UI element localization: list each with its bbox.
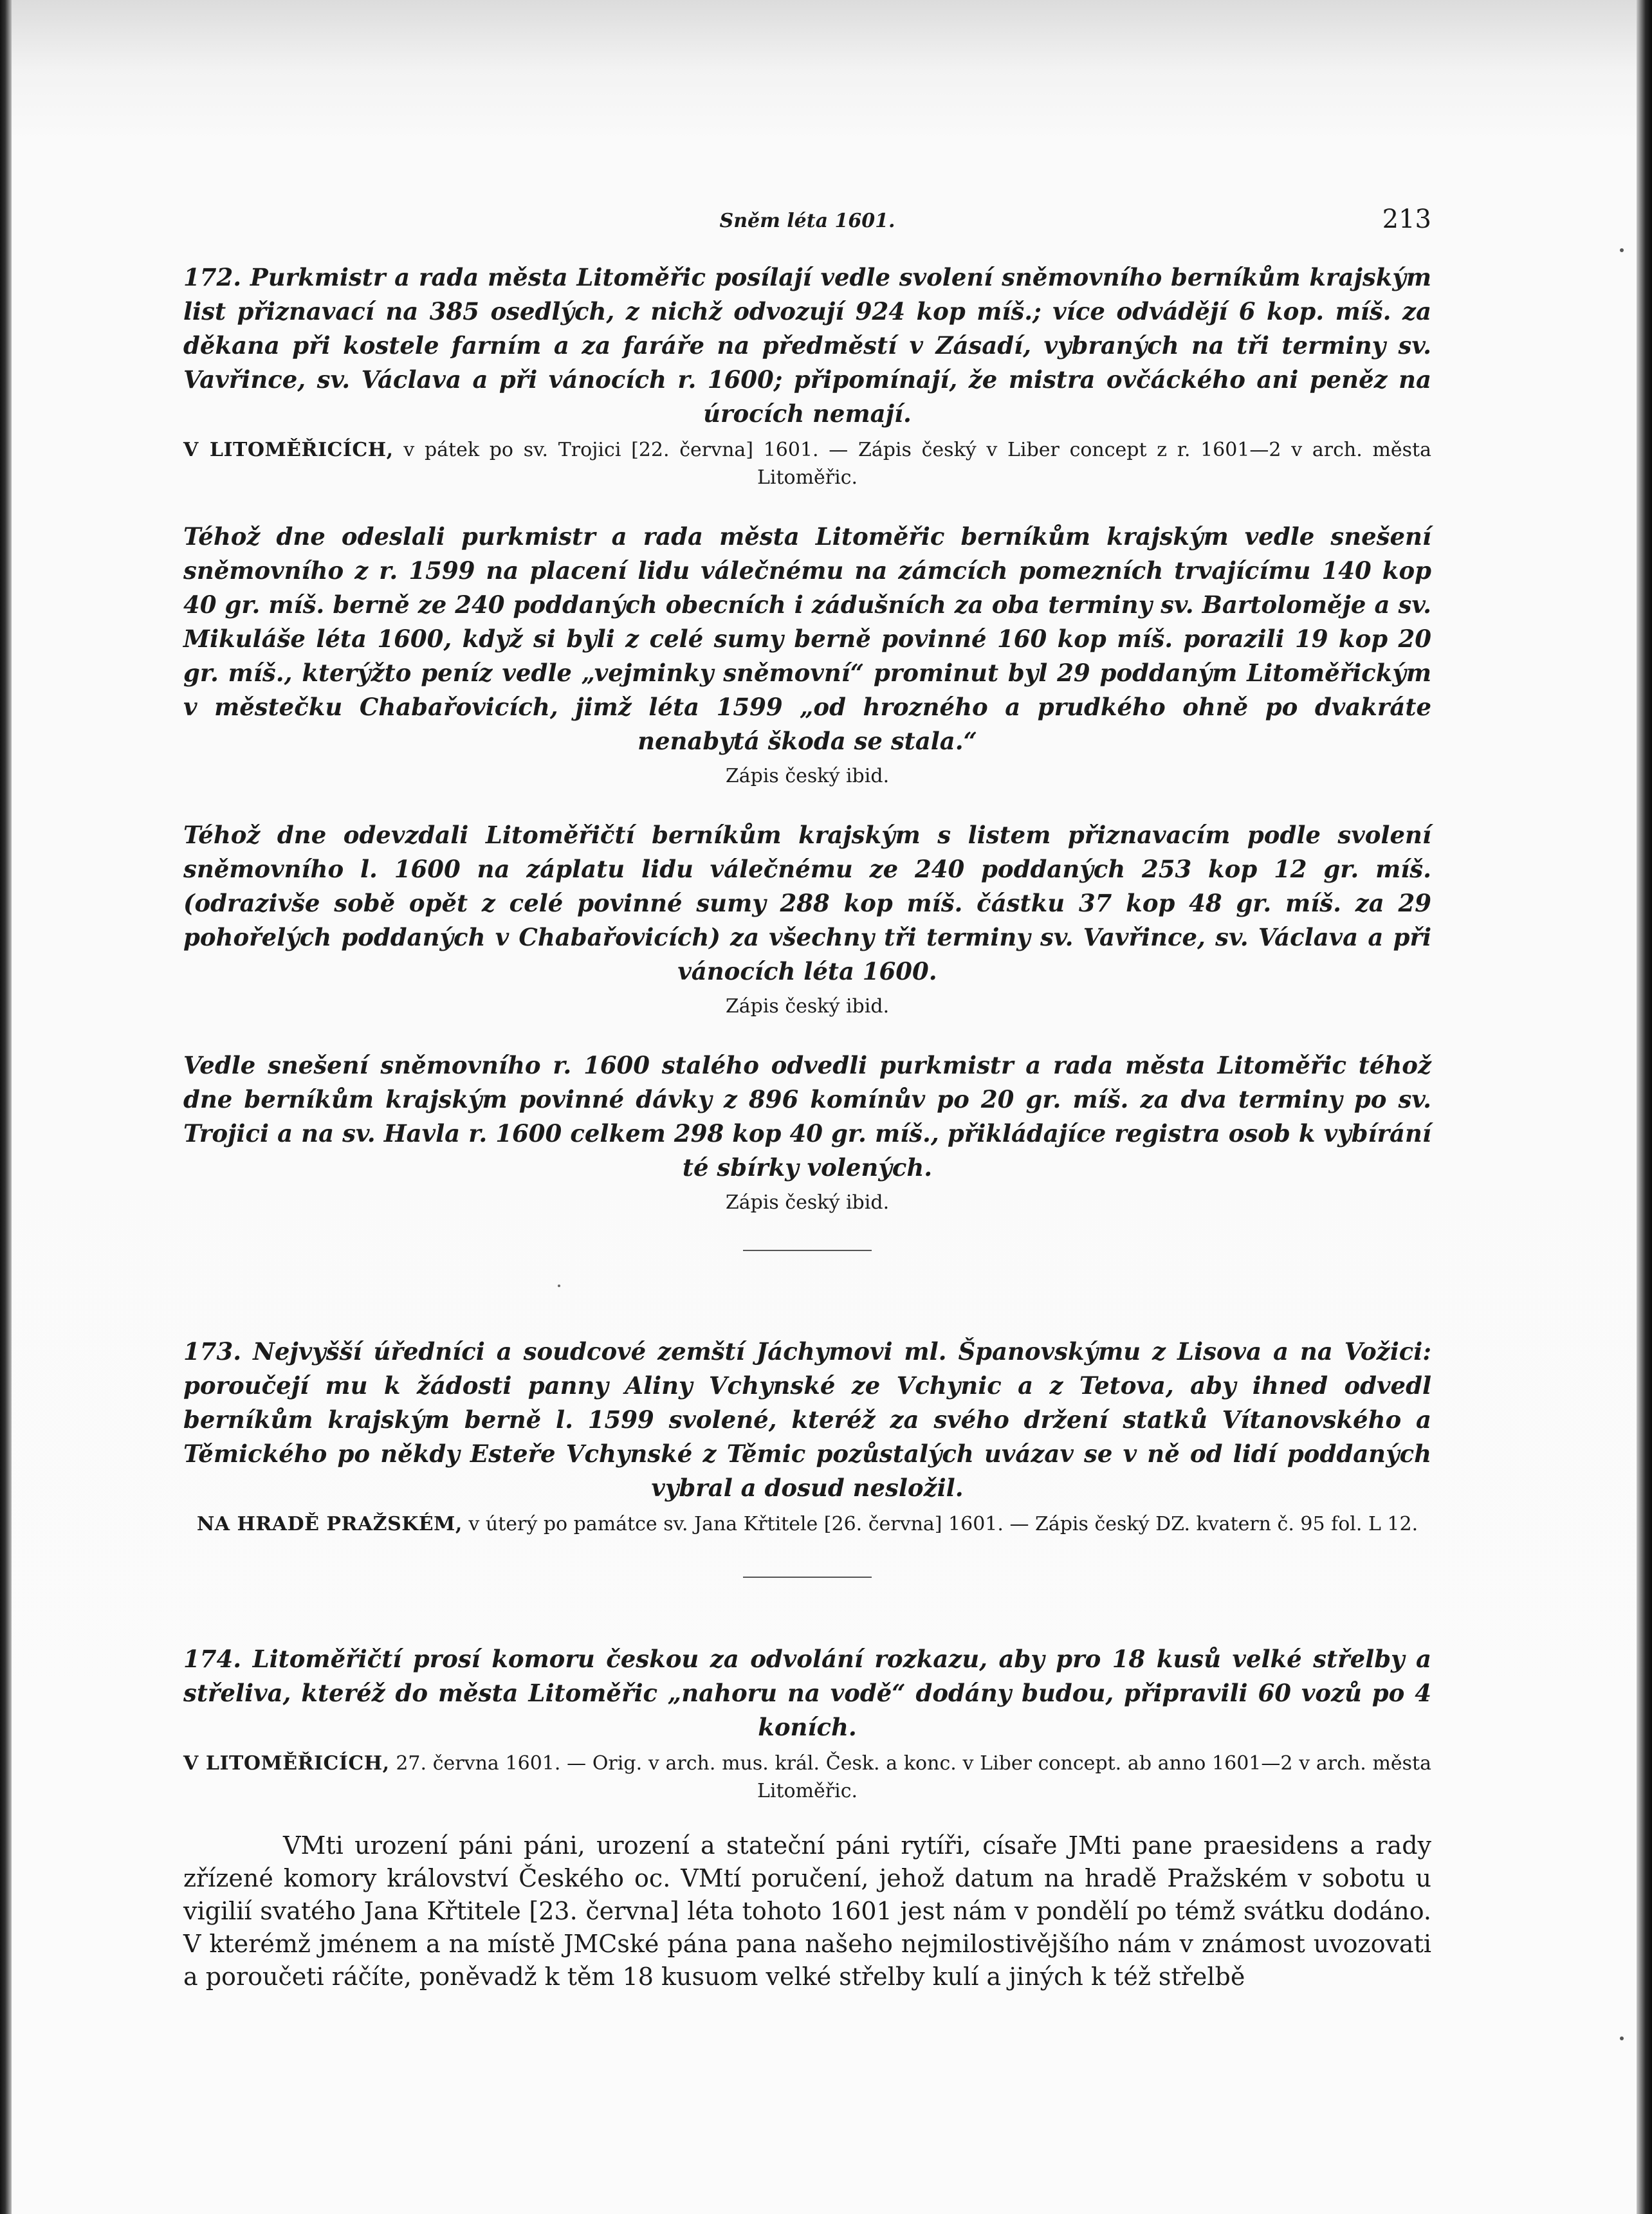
dating-place: V LITOMĚŘICÍCH, [183,439,394,461]
entry-dating [183,1750,1431,1805]
page-number: 213 [1382,205,1431,234]
dating-place: NA HRADĚ PRAŽSKÉM, [196,1513,463,1535]
dating-text: v úterý po památce sv. Jana Křtitele [26. června] 1601. — Zápis český DZ. kvatern č. 95 fol. L 12. [468,1513,1418,1535]
entry-174 [183,1642,1431,1993]
sub-regest: Vedle snešení sněmovního r. 1600 stalého odvedli purkmistr a rada města Litoměřic téhož dne berníkům krajským povinné dávky z 896 komínův po 20 gr. míš. za dva terminy po sv. Trojici a na sv. Havla r. 1600 celkem 298 kop 40 gr. míš., přikládajíce registra osob k vybírání té sbírky volených. [183,1051,1431,1182]
page-content [183,261,1431,1993]
entry-regest-text: Litoměřičtí prosí komoru českou za odvolání rozkazu, aby pro 18 kusů velké střelby a střeliva, kteréž do města Litoměřic „nahoru na vodě“ dodány budou, připravili 60 vozů po 4 koních. [183,1645,1431,1741]
entry-regest-text: Nejvyšší úředníci a soudcové zemští Jáchymovi ml. Španovskýmu z Lisova a na Vožici: poroučejí mu k žádosti panny Aliny Vchynské ze Vchynic a z Tetova, aby ihned odvedl berníkům krajským berně l. 1599 svolené, kteréž za svého držení statků Vítanovského a Těmického po někdy Esteře Vchynské z Těmic pozůstalých uvázav se v ně od lidí poddaných vybral a dosud nesložil. [183,1337,1431,1502]
entry-173 [183,1335,1431,1538]
sub-regest: Téhož dne odevzdali Litoměřičtí berníkům krajským s listem přiznavacím podle svolení sněmovního l. 1600 na záplatu lidu válečnému ze 240 poddaných 253 kop 12 gr. míš. (odrazivše sobě opět z celé povinné sumy 288 kop míš. částku 37 kop 48 gr. míš. za 29 pohořelých poddaných v Chabařovicích) za všechny tři terminy sv. Vavřince, sv. Václava a při vánocích léta 1600. [183,821,1431,985]
entry-dating [183,436,1431,491]
sub-regest: Téhož dne odeslali purkmistr a rada města Litoměřic berníkům krajským vedle snešení sněmovního z r. 1599 na placení lidu válečnému na zámcích pomezních trvajícímu 140 kop 40 gr. míš. berně ze 240 poddaných obecních i zádušních za oba terminy sv. Bartoloměje a sv. Mikuláše léta 1600, když si byli z celé sumy berně povinné 160 kop míš. porazili 19 kop 20 gr. míš., kterýžto peníz vedle „vejminky sněmovní“ prominut byl 29 poddaným Litoměřickým v městečku Chabařovicích, jimž léta 1599 „od hrozného a prudkého ohně po dvakráte nenabytá škoda se stala.“ [183,522,1431,755]
letter-body: VMti urození páni páni, urození a stateční páni rytíři, císaře JMti pane praesidens a rady zřízené komory království Českého oc. VMtí poručení, jehož datum na hradě Pražském v sobotu u vigilií svatého Jana Křtitele [23. června] léta tohoto 1601 jest nám v pondělí po témž svátku dodáno. V kterémž jménem a na místě JMCské pána pana našeho nejmilostivějšího nám v známost uvozovati a poroučeti ráčíte, poněvadž k těm 18 kusuom velké střelby kulí a jiných k též střelbě [183,1831,1431,1991]
entry-number: 174. [183,1645,242,1673]
dating-text: v pátek po sv. Trojici [22. června] 1601. — Zápis český v Liber concept z r. 1601—2 v arch. města Litoměřic. [403,439,1431,489]
entry-regest [183,261,1431,431]
entry-regest [183,1335,1431,1505]
source-note: Zápis český ibid. [725,1191,890,1214]
running-title: Sněm léta 1601. [719,210,895,232]
entry-number: 173. [183,1337,242,1366]
scan-speck [1620,248,1624,252]
page-header [183,205,1431,243]
source-note: Zápis český ibid. [725,995,890,1018]
dating-place: V LITOMĚŘICÍCH, [183,1752,390,1775]
entry-number: 172. [183,263,242,291]
dating-text: 27. června 1601. — Orig. v arch. mus. král. Česk. a konc. v Liber concept. ab anno 1601—2 v arch. města Litoměřic. [396,1752,1431,1802]
scan-speck [1620,2036,1624,2040]
scan-edge-right [1637,0,1652,2214]
entry-172 [183,261,1431,1216]
source-note: Zápis český ibid. [725,765,890,787]
section-separator [743,1250,872,1251]
entry-regest-text: Purkmistr a rada města Litoměřic posílají vedle svolení sněmovního berníkům krajským list přiznavací na 385 osedlých, z nichž odvozují 924 kop míš.; více odvádějí 6 kop. míš. za děkana při kostele farním a za faráře na předměstí v Zásadí, vybraných na tři terminy sv. Vavřince, sv. Václava a při vánocích r. 1600; připomínají, že mistra ovčáckého ani peněz na úrocích nemají. [183,263,1431,428]
scan-edge-left [0,0,12,2214]
entry-regest [183,1642,1431,1744]
entry-dating [183,1510,1431,1538]
